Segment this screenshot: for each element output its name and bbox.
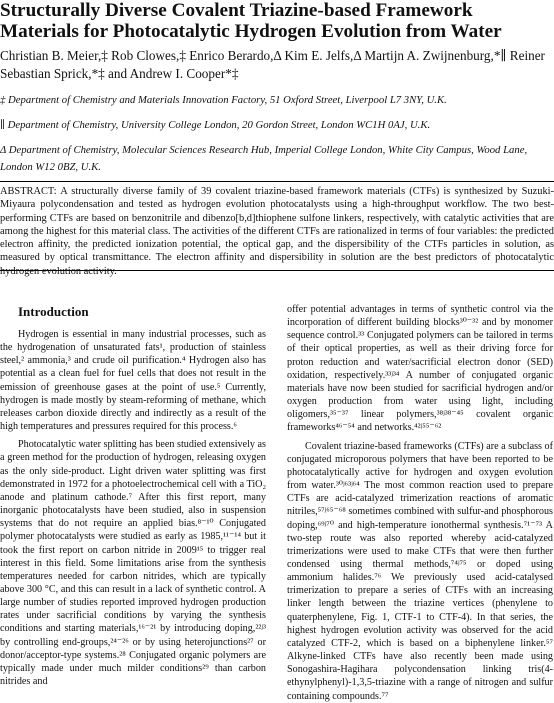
affiliation-3: Δ Department of Chemistry, Molecular Sciences Research Hub, Imperial College London, White City Campus, Wood Lane, London W12 0BZ, U.K. bbox=[0, 144, 528, 173]
affiliation-1: ‡ Department of Chemistry and Materials Innovation Factory, 51 Oxford Street, Liverpool L7 3NY, U.K. bbox=[0, 94, 447, 106]
author-list: Christian B. Meier,‡ Rob Clowes,‡ Enrico Berardo,Δ Kim E. Jelfs,Δ Martijn A. Zwijnenburg,*∥ Reiner Sebastian Sprick,*‡ and Andrew I. Cooper*‡ bbox=[0, 48, 545, 81]
paper-title: Structurally Diverse Covalent Triazine-based Framework Materials for Photocatalytic Hydrogen Evolution from Water bbox=[0, 0, 502, 42]
left-column bbox=[0, 302, 266, 688]
body-paragraph: Hydrogen is essential in many industrial processes, such as the hydrogenation of unsaturated fats¹, production of stainless steel,² ammonia,³ and crude oil purification.⁴ Hydrogen also has potential as a clean fuel for fuel cells that does not result in the emission of greenhouse gases at the point of use.⁵ Currently, hydrogen is made mostly by steam-reforming of methane, which releases carbon dioxide directly and indirectly as a result of the high temperatures and pressures required for this process.⁶ bbox=[0, 329, 266, 433]
affiliation-2: ∥ Department of Chemistry, University College London, 20 Gordon Street, London WC1H 0AJ, U.K. bbox=[0, 119, 431, 131]
abstract-box bbox=[0, 181, 554, 277]
abstract-text: ABSTRACT: A structurally diverse family of 39 covalent triazine-based framework materials (CTFs) is synthesized by Suzuki-Miyaura polycondensation and tested as hydrogen evolution photocatalysts using a high-throughput workflow. The two best-performing CTFs are based on benzonitrile and dibenzo[b,d]thiophene sulfone linkers, respectively, with catalytic activities that are among the highest for this material class. The activities of the different CTFs are rationalized in terms of four variables: the predicted electron affinity, the predicted ionization potential, the optical gap, and the dispersibility of the CTFs particles in solution, as measured by optical transmittance. The electron affinity and dispersibility in solution are the best predictors of photocatalytic hydrogen evolution activity. bbox=[0, 186, 554, 277]
right-column bbox=[287, 303, 553, 703]
section-heading-introduction: Introduction bbox=[18, 304, 89, 319]
body-paragraph: Covalent triazine-based frameworks (CTFs) are a subclass of conjugated microporous polymers that have been reported to be photocatalytically active for hydrogen and oxygen evolution from water.³⁰ʲ⁶³ʲ⁶⁴ The most common reaction used to prepare CTFs are acid-catalyzed trimerization reactions of aromatic nitriles,⁵⁷ʲ⁶⁵⁻⁶⁸ sometimes combined with sulfur-and phosphorous doping,⁶⁹ʲ⁷⁰ and high-temperature ionothermal synthesis.⁷¹⁻⁷³ A two-step route was also reported whereby acid-catalyzed trimerizations were used to make CTFs that were then further condensed using thermal methods,⁷⁴ʲ⁷⁵ or doped using ammonium halides.⁷⁶ We previously used acid-catalysed trimerization to prepare a series of CTFs with an increasing linker length between the triazine vertices (phenylene to quaterphenylene, Fig. 1, CTF-1 to CTF-4). In that series, the highest hydrogen evolution activity was observed for the acid catalyzed CTF-2, which is based on a biphenylene linker.⁵⁷ Alkyne-linked CTFs have also recently been made using Sonogashira-Hagihara polycondensation linking tris(4-ethynylphenyl)-1,3,5-triazine with a range of nitrogen and sulfur containing compounds.⁷⁷ bbox=[287, 440, 553, 702]
body-paragraph: offer potential advantages in terms of synthetic control via the incorporation of different building blocks³⁰⁻³² and by monomer sequence control.³³ Conjugated polymers can be tailored in terms of their optical properties, as well as their driving force for proton reduction and water/sacrificial electron donor (SED) oxidation, respectively.³³ʲ³⁴ A number of conjugated organic materials have now been studied for sacrificial hydrogen and/or oxygen production from water using light, including oligomers,³⁵⁻³⁷ linear polymers,³⁸ʲ³⁸⁻⁴⁵ covalent organic frameworks⁴⁶⁻⁵⁴ and networks.⁴²ʲ⁵⁵⁻⁶² bbox=[287, 304, 553, 434]
body-paragraph: Photocatalytic water splitting has been studied extensively as a green method for the production of hydrogen, releasing oxygen as the only side-product. Light driven water splitting was first demonstrated in 1972 for a photoelectrochemical cell with a TiO₂ anode and platinum cathode.⁷ After this first report, many inorganic photocatalysts have been studied, also in suspension systems that do not require an applied bias.⁸⁻¹⁰ Conjugated polymer photocatalysts were studied as early as 1985,¹¹⁻¹⁴ but it took the first report on carbon nitride in 2009¹⁵ to trigger real interest in this field. Some limitations arise from the synthesis temperatures needed for carbon nitrides, which are typically above 300 °C, and this can result in a lack of synthetic control. A large number of studies reported improved hydrogen production rates under sacrificial conditions by varying the synthesis conditions and starting materials,¹⁶⁻²¹ by introducing doping,²²ʲ³ by controlling end-groups,²⁴⁻²⁶ or by using heterojunctions²⁷ or donor/acceptor-type systems.²⁸ Conjugated organic polymers are typically made under much milder conditions²⁹ than carbon nitrides and bbox=[0, 439, 266, 688]
